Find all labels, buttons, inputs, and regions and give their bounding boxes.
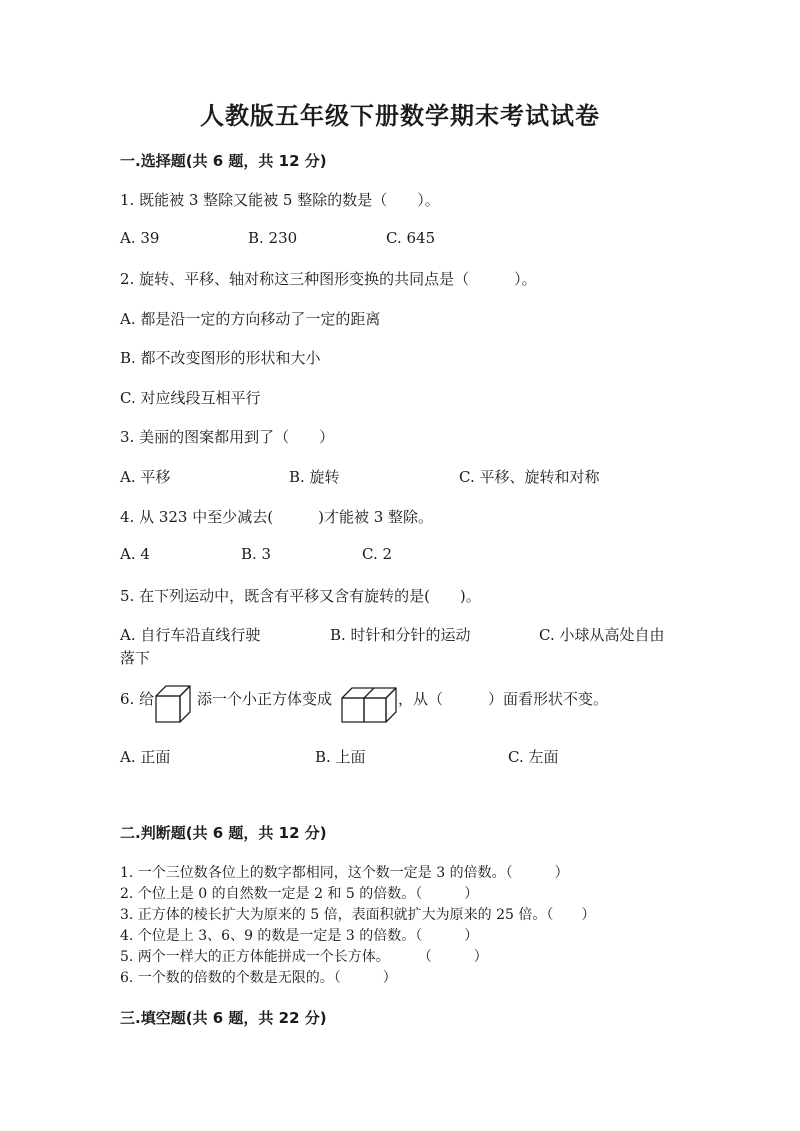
judge-item-3: 3. 正方体的棱长扩大为原来的 5 倍，表面积就扩大为原来的 25 倍。（ ） <box>120 907 596 923</box>
q5-option-c: C. 小球从高处自由 <box>539 626 665 644</box>
question-1: 1. 既能被 3 整除又能被 5 整除的数是（ ）。 <box>120 191 440 209</box>
q3-option-a: A. 平移 <box>120 468 171 486</box>
judge-item-1: 1. 一个三位数各位上的数字都相同，这个数一定是 3 的倍数。（ ） <box>120 865 569 881</box>
q3-option-b: B. 旋转 <box>289 468 340 486</box>
q5-option-c-wrap: 落下 <box>120 649 151 667</box>
question-6-part-3: ，从（ ）面看形状不变。 <box>398 690 609 708</box>
q2-option-a: A. 都是沿一定的方向移动了一定的距离 <box>120 310 381 328</box>
q4-option-c: C. 2 <box>362 545 393 563</box>
question-3: 3. 美丽的图案都用到了（ ） <box>120 428 335 446</box>
question-6-part-2: 添一个小正方体变成 <box>197 690 333 708</box>
question-4: 4. 从 323 中至少减去( )才能被 3 整除。 <box>120 508 434 526</box>
judge-item-2: 2. 个位上是 0 的自然数一定是 2 和 5 的倍数。（ ） <box>120 886 479 902</box>
q6-option-c: C. 左面 <box>508 748 559 766</box>
q3-option-c: C. 平移、旋转和对称 <box>459 468 600 486</box>
section-heading-fill: 三.填空题(共 6 题，共 22 分) <box>120 1009 327 1027</box>
q2-option-c: C. 对应线段互相平行 <box>120 389 261 407</box>
question-6-part-1: 6. 给 <box>120 690 155 708</box>
question-2: 2. 旋转、平移、轴对称这三种图形变换的共同点是（ ）。 <box>120 270 537 288</box>
q5-option-b: B. 时针和分针的运动 <box>330 626 471 644</box>
double-cube-image <box>340 684 398 724</box>
q2-option-b: B. 都不改变图形的形状和大小 <box>120 349 321 367</box>
section-heading-judge: 二.判断题(共 6 题，共 12 分) <box>120 824 327 842</box>
single-cube-image <box>154 684 192 724</box>
q1-option-c: C. 645 <box>386 229 436 247</box>
q6-option-a: A. 正面 <box>120 748 171 766</box>
judge-item-6: 6. 一个数的倍数的个数是无限的。（ ） <box>120 970 397 986</box>
q4-option-b: B. 3 <box>241 545 272 563</box>
section-heading-choice: 一.选择题(共 6 题，共 12 分) <box>120 152 327 170</box>
page-title: 人教版五年级下册数学期末考试试卷 <box>200 101 600 130</box>
q6-option-b: B. 上面 <box>315 748 366 766</box>
q5-option-a: A. 自行车沿直线行驶 <box>120 626 261 644</box>
q4-option-a: A. 4 <box>120 545 150 563</box>
judge-item-5: 5. 两个一样大的正方体能拼成一个长方体。 （ ） <box>120 949 488 965</box>
question-5: 5. 在下列运动中，既含有平移又含有旋转的是( )。 <box>120 587 481 605</box>
q1-option-b: B. 230 <box>248 229 298 247</box>
q1-option-a: A. 39 <box>120 229 160 247</box>
judge-item-4: 4. 个位是上 3、6、9 的数是一定是 3 的倍数。（ ） <box>120 928 479 944</box>
